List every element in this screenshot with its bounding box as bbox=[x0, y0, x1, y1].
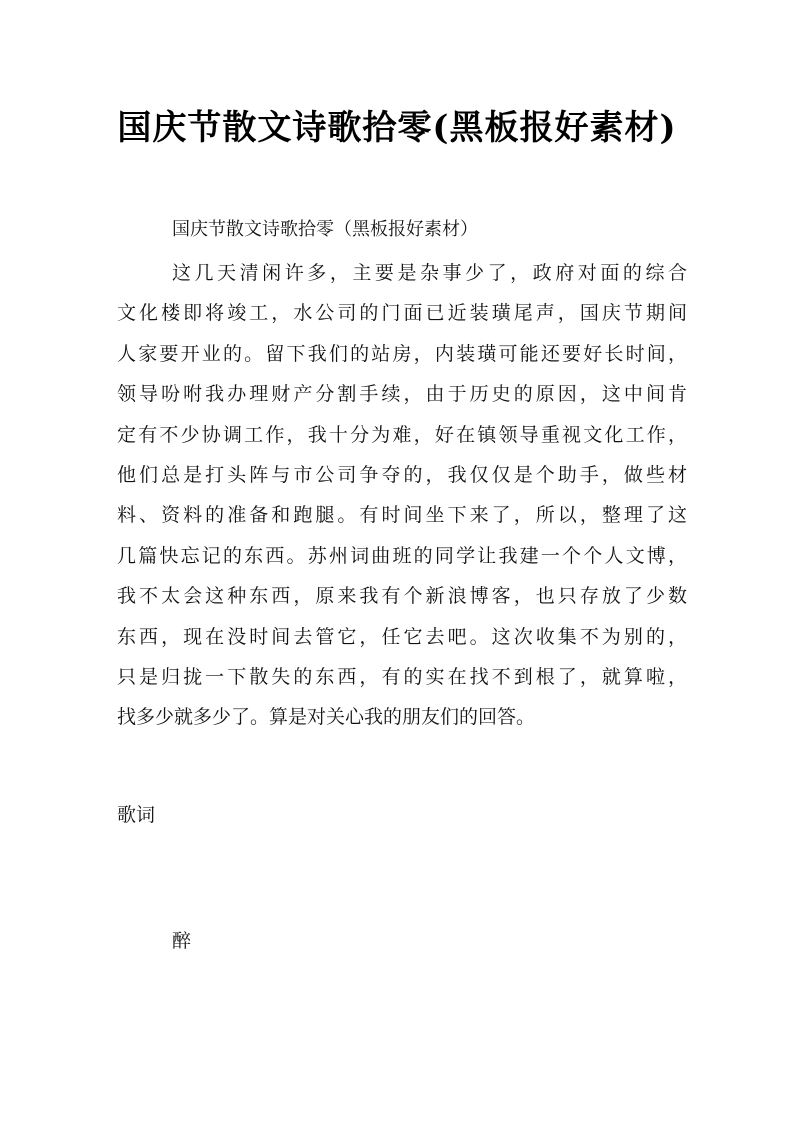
paragraph-line: 找多少就多少了。算是对关心我的朋友们的回答。 bbox=[117, 706, 536, 729]
paragraph-line: 人家要开业的。留下我们的站房，内装璜可能还要好长时间， bbox=[117, 342, 687, 365]
document-title: 国庆节散文诗歌拾零(黑板报好素材) bbox=[117, 108, 677, 148]
paragraph-line: 东西，现在没时间去管它，任它去吧。这次收集不为别的， bbox=[117, 625, 687, 648]
poem-title: 醉 bbox=[172, 930, 192, 952]
paragraph-line: 定有不少协调工作，我十分为难，好在镇领导重视文化工作， bbox=[117, 423, 687, 446]
section-heading: 歌词 bbox=[117, 804, 156, 826]
paragraph-line: 领导吩咐我办理财产分割手续，由于历史的原因，这中间肯 bbox=[117, 383, 687, 406]
document-subtitle: 国庆节散文诗歌拾零（黑板报好素材） bbox=[172, 219, 478, 240]
paragraph-line: 料、资料的准备和跑腿。有时间坐下来了，所以，整理了这 bbox=[117, 504, 687, 527]
paragraph-line: 他们总是打头阵与市公司争夺的，我仅仅是个助手，做些材 bbox=[117, 463, 687, 486]
paragraph-line: 几篇快忘记的东西。苏州词曲班的同学让我建一个个人文博， bbox=[117, 544, 687, 567]
paragraph-line: 我不太会这种东西，原来我有个新浪博客，也只存放了少数 bbox=[117, 585, 687, 608]
paragraph-line: 文化楼即将竣工，水公司的门面已近装璜尾声，国庆节期间 bbox=[117, 302, 687, 325]
paragraph-line: 只是归拢一下散失的东西，有的实在找不到根了，就算啦， bbox=[117, 665, 687, 688]
paragraph-line: 这几天清闲许多，主要是杂事少了，政府对面的综合 bbox=[172, 262, 687, 284]
body-paragraph bbox=[117, 259, 687, 744]
